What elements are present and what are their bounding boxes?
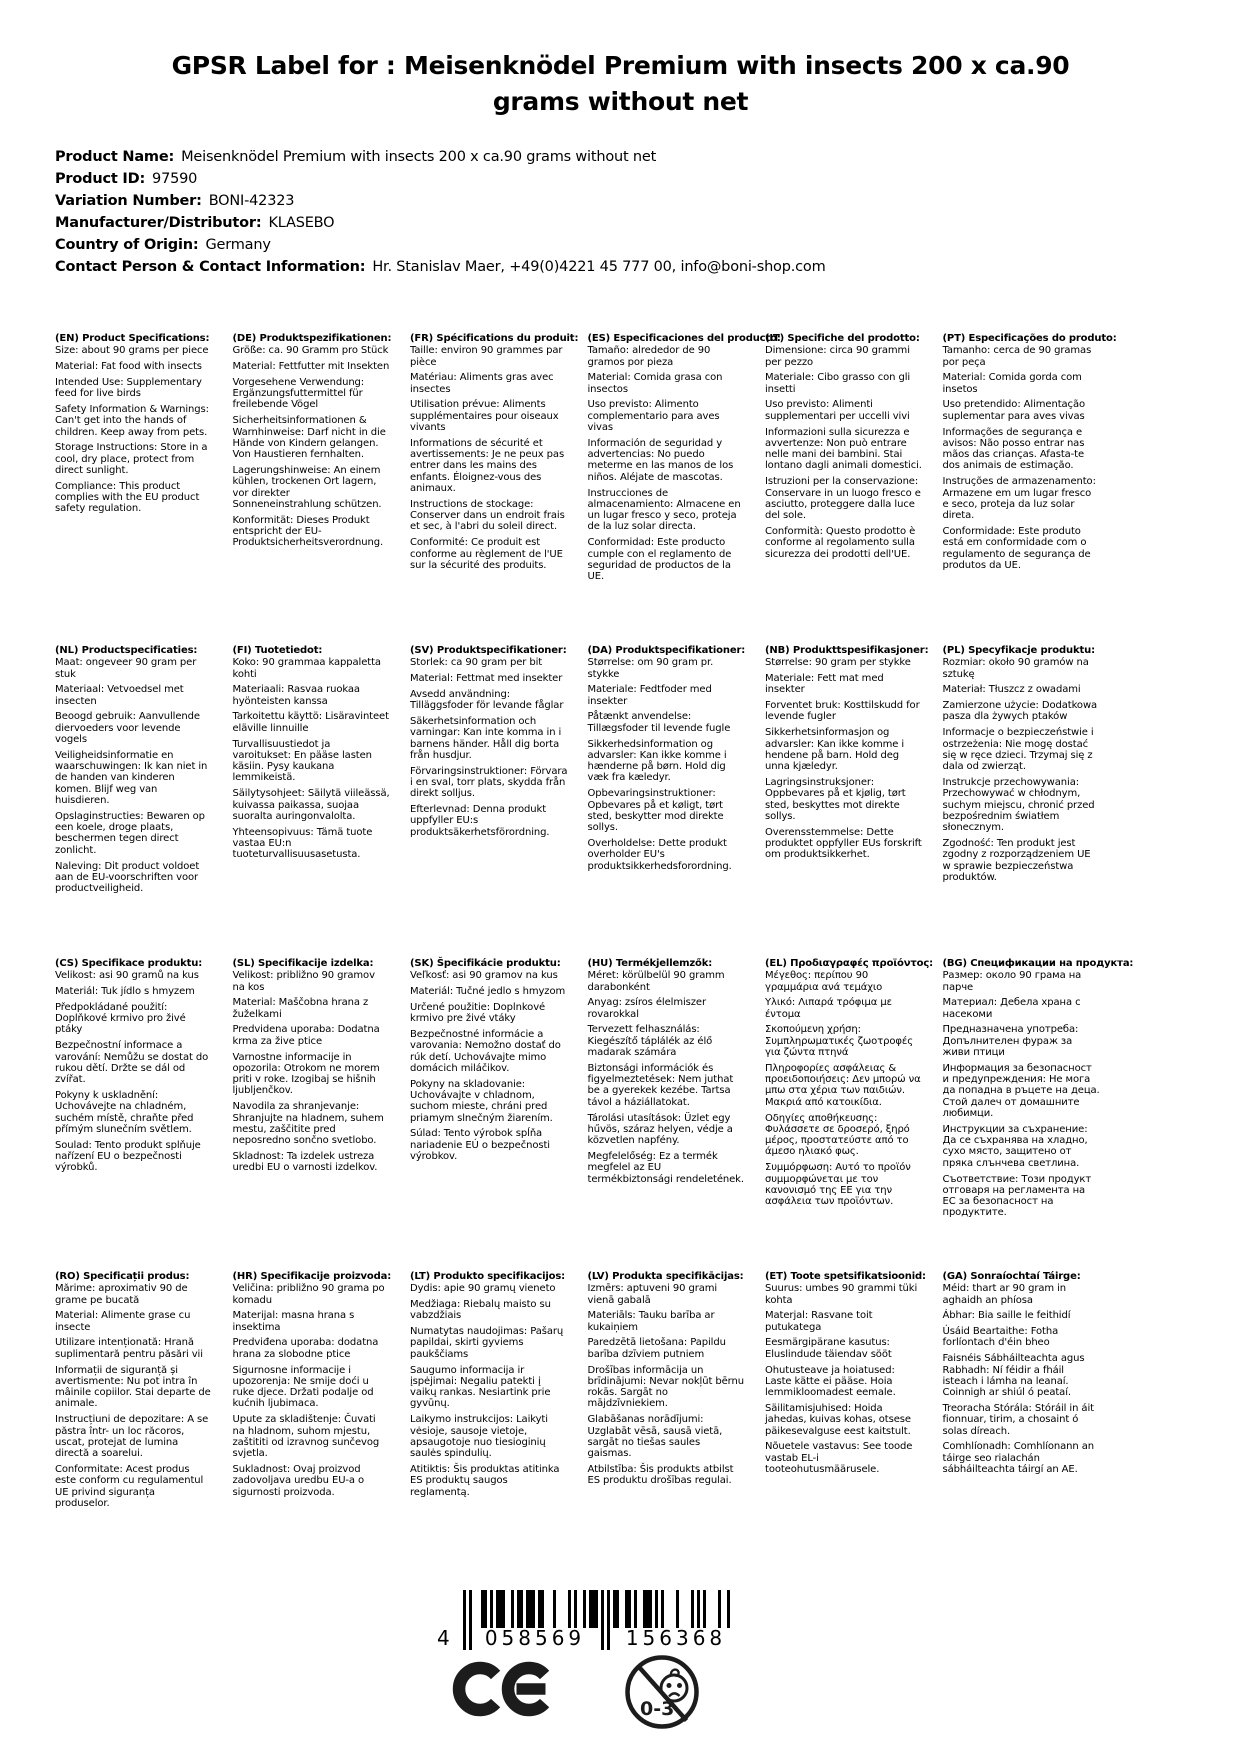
language-block-section: Dimensione: circa 90 grammi per pezzo xyxy=(765,345,910,368)
language-block-section: Informações de segurança e avisos: Não posso entrar nas mãos das crianças. Afasta-te dos animais de estimação. xyxy=(942,426,1085,472)
language-block-section: Zamierzone użycie: Dodatkowa pasza dla żywych ptaków xyxy=(942,700,1098,723)
language-block-section: Sigurnosne informacije i upozorenja: Ne smije doći u ruke djece. Držati podalje od kućnih ljubimaca. xyxy=(232,1364,374,1410)
language-block-section: Förvaringsinstruktioner: Förvara i en sval, torr plats, skydda från direkt solljus. xyxy=(410,765,568,800)
language-block-section: Materiał: Tłuszcz z owadami xyxy=(942,684,1081,696)
language-block-section: Instrukcje przechowywania: Przechowywać w chłodnym, suchym miejscu, chronić przed bezpośrednim światłem słonecznym. xyxy=(942,776,1095,834)
language-block-section: Информация за безопасност и предупреждения: Не мога да попадна в ръцете на деца. Стой далеч от домашните любимци. xyxy=(942,1062,1100,1120)
language-block-title: (PL) Specyfikacje produktu: xyxy=(942,645,1095,656)
language-block-el xyxy=(765,958,943,1212)
ce-mark-icon xyxy=(452,1658,556,1720)
language-block-lv xyxy=(588,1271,766,1491)
language-block-section: Zgodność: Ten produkt jest zgodny z rozporządzeniem UE w sprawie bezpieczeństwa produktów. xyxy=(942,837,1091,883)
language-block-section: Méid: thart ar 90 gram in aghaidh an phíosa xyxy=(942,1283,1066,1306)
page-title-line2: grams without net xyxy=(492,87,749,116)
language-block-section: Instrucciones de almacenamiento: Almacene en un lugar fresco y seco, proteja de la luz solar directa. xyxy=(587,487,741,533)
language-block-section: Material: Fettfutter mit Insekten xyxy=(232,361,390,373)
language-block-it xyxy=(765,333,943,564)
language-block-section: Tervezett felhasználás: Kiegészítő táplálék az élő madarak számára xyxy=(587,1024,713,1059)
language-block-section: Material: Maščobna hrana z žuželkami xyxy=(232,997,369,1020)
language-grid-row-4 xyxy=(55,1271,1215,1514)
meta-label: Contact Person & Contact Information: xyxy=(55,259,366,275)
language-block-section: Velikost: asi 90 gramů na kus xyxy=(55,970,199,982)
language-block-section: Tárolási utasítások: Üzlet egy hűvös, száraz helyen, védje a közvetlen napfény. xyxy=(587,1112,733,1147)
language-block-section: Opbevaringsinstruktioner: Opbevares på et køligt, tørt sted, beskytter mod direkte sollys. xyxy=(587,788,724,834)
language-block-section: Opslaginstructies: Bewaren op een koele, droge plaats, beschermen tegen direct zonlicht. xyxy=(55,810,205,856)
language-block-section: Saugumo informacija ir įspėjimai: Negaliu patekti į vaikų rankas. Nesiartink prie gyvūnų. xyxy=(410,1364,551,1410)
language-block-section: Tarkoitettu käyttö: Lisäravinteet eläville linnuille xyxy=(232,711,389,734)
language-block-section: Drošības informācija un brīdinājumi: Nevar nokļūt bērnu rokās. Sargāt no mājdzīvniekiem. xyxy=(587,1364,744,1410)
language-block-section: Materiaal: Vetvoedsel met insecten xyxy=(55,684,184,707)
language-block-section: Treoracha Stórála: Stóráil in áit fionnuar, tirim, a chosaint ó solas díreach. xyxy=(942,1402,1094,1437)
meta-line-variation-number xyxy=(55,190,826,212)
language-block-section: Säilytysohjeet: Säilytä viileässä, kuivassa paikassa, suojaa suoralta auringonvalolta. xyxy=(232,788,390,822)
language-block-section: Sikkerhedsinformation og advarsler: Kan ikke komme i hænderne på børn. Hold dig væk fra kæledyr. xyxy=(587,738,727,784)
language-block-section: Avsedd användning: Tilläggsfoder för levande fåglar xyxy=(410,688,564,712)
language-block-section: Conformité: Ce produit est conforme au règlement de l'UE sur la sécurité des produits. xyxy=(410,537,563,571)
language-block-section: Material: Comida grasa con insectos xyxy=(587,372,723,395)
language-block-section: Medžiaga: Riebalų maisto su vabzdžiais xyxy=(410,1299,551,1322)
page-title xyxy=(121,48,1121,120)
language-block-section: Úsáid Beartaithe: Fotha forlíontach d'éin bheo xyxy=(942,1326,1059,1349)
language-block-title: (IT) Specifiche del prodotto: xyxy=(765,333,920,344)
language-block-sv xyxy=(410,645,588,842)
language-block-ro xyxy=(55,1271,233,1514)
language-block-section: Nõuetele vastavus: See toode vastab EL-i tooteohutusmäärusele. xyxy=(765,1441,913,1475)
language-block-title: (EN) Product Specifications: xyxy=(55,333,210,344)
language-grid-row-1 xyxy=(55,333,1215,587)
language-block-section: Navodila za shranjevanje: Shranjujte na hladnem, suhem mestu, zaščitite pred neposredno sončno svetlobo. xyxy=(232,1101,384,1147)
language-block-section: Predvidena uporaba: Dodatna krma za žive ptice xyxy=(232,1024,380,1047)
language-block-section: Faisnéis Sábháilteachta agus Rabhadh: Ní féidir a fháil isteach i lámha na leanaí. Coinnigh ar shiúl ó peataí. xyxy=(942,1353,1085,1399)
language-block-title: (ES) Especificaciones del producto: xyxy=(587,333,781,344)
language-block-section: Storlek: ca 90 gram per bit xyxy=(410,657,543,669)
language-block-title: (SV) Produktspecifikationer: xyxy=(410,645,567,656)
language-block-section: Súlad: Tento výrobok spĺňa nariadenie EÚ o bezpečnosti výrobkov. xyxy=(410,1128,550,1162)
language-block-fr xyxy=(410,333,588,576)
language-block-section: Taille: environ 90 grammes par pièce xyxy=(410,345,563,368)
language-block-section: Veľkosť: asi 90 gramov na kus xyxy=(410,970,558,982)
language-block-section: Upute za skladištenje: Čuvati na hladnom, suhom mjestu, zaštititi od izravnog sunčevog svjetla. xyxy=(232,1414,380,1460)
meta-label: Manufacturer/Distributor: xyxy=(55,215,262,231)
language-block-title: (LT) Produkto specifikacijos: xyxy=(410,1271,566,1282)
language-block-section: Veličina: približno 90 grama po komadu xyxy=(232,1283,385,1306)
language-block-section: Pokyny na skladovanie: Uchovávajte v chladnom, suchom mieste, chráni pred priamym slnečným žiarením. xyxy=(410,1078,553,1124)
language-block-section: Påtænkt anvendelse: Tillægsfoder til levende fugle xyxy=(587,711,731,734)
language-block-section: Numatytas naudojimas: Pašarų papildai, skirti gyviems paukščiams xyxy=(410,1326,564,1360)
language-block-section: Maat: ongeveer 90 gram per stuk xyxy=(55,657,197,680)
language-block-section: Naleving: Dit product voldoet aan de EU-voorschriften voor productveiligheid. xyxy=(55,860,200,895)
language-block-hu xyxy=(588,958,766,1189)
language-block-title: (HR) Specifikacije proizvoda: xyxy=(232,1271,392,1282)
ean13-barcode xyxy=(437,1590,748,1652)
language-block-section: Ábhar: Bia saille le feithidí xyxy=(942,1310,1071,1322)
language-block-section: Istruzioni per la conservazione: Conservare in un luogo fresco e asciutto, proteggere dalla luce del sole. xyxy=(765,476,921,522)
language-block-title: (CS) Specifikace produktu: xyxy=(55,958,203,969)
language-block-title: (LV) Produkta specifikācijas: xyxy=(587,1271,744,1282)
language-block-section: Tamaño: alrededor de 90 gramos por pieza xyxy=(587,345,711,368)
language-block-section: Materiaali: Rasvaa ruokaa hyönteisten kanssa xyxy=(232,684,360,707)
language-block-et xyxy=(765,1271,943,1480)
language-block-section: Atbilstība: Šis produkts atbilst ES produktu drošības regulai. xyxy=(587,1463,734,1487)
language-block-section: Určené použitie: Doplnkové krmivo pre živé vtáky xyxy=(410,1001,546,1025)
language-block-section: Rozmiar: około 90 gramów na sztukę xyxy=(942,657,1089,680)
language-block-section: Material: Comida gorda com insetos xyxy=(942,372,1082,395)
language-block-section: Materiale: Fett mat med insekter xyxy=(765,673,884,696)
language-block-section: Matériau: Aliments gras avec insectes xyxy=(410,372,554,395)
language-block-section: Instruções de armazenamento: Armazene em um lugar fresco e seco, proteja da luz solar direta. xyxy=(942,476,1096,522)
language-block-section: Lagerungshinweise: An einem kühlen, trockenen Ort lagern, vor direkter Sonneneinstrahlung schützen. xyxy=(232,464,382,510)
language-block-section: Comhlíonadh: Comhlíonann an táirge seo rialachán sábháilteachta táirgí an AE. xyxy=(942,1441,1094,1475)
language-block-nb xyxy=(765,645,943,865)
language-block-section: Ohutusteave ja hoiatused: Laste kätte ei pääse. Hoia lemmikloomadest eemale. xyxy=(765,1364,896,1399)
language-block-section: Materiāls: Tauku barība ar kukaiņiem xyxy=(587,1310,715,1333)
language-block-section: Οδηγίες αποθήκευσης: Φυλάσσετε σε δροσερό, ξηρό μέρος, προστατεύστε από το άμεσο ηλιακό φως. xyxy=(765,1112,910,1158)
language-block-section: Informations de sécurité et avertissements: Je ne peux pas entrer dans les mains des enfants. Éloignez-vous des animaux. xyxy=(410,437,565,495)
meta-value: KLASEBO xyxy=(268,215,335,231)
product-meta xyxy=(55,146,826,278)
language-block-section: Materiale: Fedtfoder med insekter xyxy=(587,684,712,707)
language-block-title: (FR) Spécifications du produit: xyxy=(410,333,579,344)
language-block-section: Dydis: apie 90 gramų vieneto xyxy=(410,1283,556,1295)
language-block-ga xyxy=(943,1271,1121,1480)
language-block-section: Předpokládané použití: Doplňkové krmivo pro živé ptáky xyxy=(55,1001,186,1036)
language-block-section: Overholdelse: Dette produkt overholder EU's produktsikkerhedsforordning. xyxy=(587,837,732,872)
language-block-section: Uso previsto: Alimento complementario para aves vivas xyxy=(587,399,720,434)
language-block-section: Материал: Дебела храна с насекоми xyxy=(942,997,1081,1020)
language-block-section: Koko: 90 grammaa kappaletta kohti xyxy=(232,657,381,680)
language-block-title: (FI) Tuotetiedot: xyxy=(232,645,323,656)
language-block-section: Uso previsto: Alimenti supplementari per uccelli vivi xyxy=(765,399,910,422)
language-block-section: Veiligheidsinformatie en waarschuwingen: Ik kan niet in de handen van kinderen komen. Blijf weg van huisdieren. xyxy=(55,749,208,807)
language-block-pl xyxy=(943,645,1121,888)
language-block-section: Efterlevnad: Denna produkt uppfyller EU:s produktsäkerhetsförordning. xyxy=(410,804,550,838)
meta-line-product-name xyxy=(55,146,826,168)
language-block-section: Utilisation prévue: Aliments supplémentaires pour oiseaux vivants xyxy=(410,399,559,434)
meta-line-contact xyxy=(55,256,826,278)
language-block-title: (DE) Produktspezifikationen: xyxy=(232,333,392,344)
language-block-en xyxy=(55,333,233,519)
meta-label: Product Name: xyxy=(55,149,175,165)
language-block-hr xyxy=(233,1271,411,1502)
language-block-section: Material: Alimente grase cu insecte xyxy=(55,1310,191,1333)
language-block-section: Materiál: Tučné jedlo s hmyzom xyxy=(410,986,566,998)
language-block-da xyxy=(588,645,766,876)
language-block-title: (DA) Produktspecifikationer: xyxy=(587,645,746,656)
language-block-section: Sukladnost: Ovaj proizvod zadovoljava uredbu EU-a o sigurnosti proizvoda. xyxy=(232,1463,365,1498)
language-block-section: Size: about 90 grams per piece xyxy=(55,345,209,357)
language-block-title: (EL) Προδιαγραφές προϊόντος: xyxy=(765,958,933,969)
barcode-digits-left: 058569 xyxy=(484,1626,586,1650)
language-block-pt xyxy=(943,333,1121,576)
language-block-section: Conformidade: Este produto está em conformidade com o regulamento de segurança de produtos da UE. xyxy=(942,525,1091,571)
language-block-section: Säkerhetsinformation och varningar: Kan inte komma in i barnens händer. Håll dig borta från husdjur. xyxy=(410,715,562,761)
language-block-section: Sicherheitsinformationen & Warnhinweise: Darf nicht in die Hände von Kindern gelangen. Von Haustieren fernhalten. xyxy=(232,415,386,461)
language-block-section: Atitiktis: Šis produktas atitinka ES produktų saugos reglamentą. xyxy=(410,1463,560,1498)
language-block-section: Σκοπούμενη χρήση: Συμπληρωματικές ζωοτροφές για ζώντα πτηνά xyxy=(765,1024,913,1059)
language-block-section: Lagringsinstruksjoner: Oppbevares på et kjølig, tørt sted, beskyttes mot direkte sollys. xyxy=(765,776,906,822)
meta-line-country-of-origin xyxy=(55,234,826,256)
language-block-section: Informacje o bezpieczeństwie i ostrzeżenia: Nie mogę dostać się w ręce dzieci. Trzymaj się z dala od zwierząt. xyxy=(942,727,1094,773)
language-block-section: Vorgesehene Verwendung: Ergänzungsfuttermittel für freilebende Vögel xyxy=(232,376,365,411)
language-block-section: Materijal: masna hrana s insektima xyxy=(232,1310,355,1333)
language-block-title: (ET) Toote spetsifikatsioonid: xyxy=(765,1271,926,1282)
barcode-digit-lead: 4 xyxy=(437,1626,450,1650)
language-block-de xyxy=(233,333,411,553)
meta-line-product-id xyxy=(55,168,826,190)
language-block-section: Größe: ca. 90 Gramm pro Stück xyxy=(232,345,389,357)
language-block-section: Размер: около 90 грама на парче xyxy=(942,970,1082,993)
language-block-section: Yhteensopivuus: Tämä tuote vastaa EU:n tuoteturvallisuusasetusta. xyxy=(232,826,373,861)
language-block-section: Intended Use: Supplementary feed for live birds xyxy=(55,376,202,400)
language-block-section: Materjal: Rasvane toit putukatega xyxy=(765,1310,873,1333)
language-block-sl xyxy=(233,958,411,1178)
language-block-section: Инструкции за съхранение: Да се съхранява на хладно, сухо място, защитено от пряка слънчева светлина. xyxy=(942,1123,1088,1169)
language-block-section: Forventet bruk: Kosttilskudd for levende fugler xyxy=(765,700,920,723)
language-block-section: Turvallisuustiedot ja varoitukset: En pääse lasten käsiin. Pysy kaukana lemmikeistä. xyxy=(232,738,372,784)
language-block-title: (HU) Termékjellemzők: xyxy=(587,958,713,969)
age-warning-label: 0-3 xyxy=(640,1698,675,1720)
language-block-section: Anyag: zsíros élelmiszer rovarokkal xyxy=(587,997,706,1020)
meta-line-manufacturer xyxy=(55,212,826,234)
language-block-section: Glabāšanas norādījumi: Uzglabāt vēsā, sausā vietā, sargāt no tiešas saules gaismas. xyxy=(587,1414,723,1460)
language-block-section: Material: Fettmat med insekter xyxy=(410,673,563,685)
language-block-title: (RO) Specificații produs: xyxy=(55,1271,190,1282)
language-block-section: Conformità: Questo prodotto è conforme al regolamento sulla sicurezza dei prodotti dell'UE. xyxy=(765,525,916,560)
language-block-title: (GA) Sonraíochtaí Táirge: xyxy=(942,1271,1081,1282)
language-block-section: Πληροφορίες ασφάλειας & προειδοποιήσεις: Δεν μπορώ να μπω στα χέρια των παιδιών. Μακριά από κατοικίδια. xyxy=(765,1062,921,1108)
barcode-digits-right: 156368 xyxy=(625,1626,727,1650)
language-block-section: Izmērs: aptuveni 90 grami vienā gabalā xyxy=(587,1283,718,1306)
language-block-section: Bezpečnostní informace a varování: Nemůžu se dostat do rukou dětí. Držte se dál od zvířat. xyxy=(55,1040,209,1086)
language-block-section: Overensstemmelse: Dette produktet oppfyller EUs forskrift om produktsikkerhet. xyxy=(765,826,922,861)
meta-label: Country of Origin: xyxy=(55,237,199,253)
language-block-section: Laikymo instrukcijos: Laikyti vėsioje, sausoje vietoje, apsaugotoje nuo tiesioginių saulės spindulių. xyxy=(410,1414,548,1460)
meta-value: BONI-42323 xyxy=(208,193,295,209)
language-block-section: Sikkerhetsinformasjon og advarsler: Kan ikke komme i hendene på barn. Hold deg unna kjæledyr. xyxy=(765,727,905,773)
language-block-cs xyxy=(55,958,233,1178)
language-block-section: Conformidad: Este producto cumple con el reglamento de seguridad de productos de la UE. xyxy=(587,537,732,583)
language-grid-row-3 xyxy=(55,958,1215,1223)
language-block-section: Tamanho: cerca de 90 gramas por peça xyxy=(942,345,1092,368)
language-block-title: (SL) Specifikacije izdelka: xyxy=(232,958,374,969)
language-block-section: Storage Instructions: Store in a cool, dry place, protect from direct sunlight. xyxy=(55,442,208,476)
language-block-section: Paredzētā lietošana: Papildu barība dzīviem putniem xyxy=(587,1337,726,1360)
language-block-title: (NL) Productspecificaties: xyxy=(55,645,198,656)
language-block-section: Soulad: Tento produkt splňuje nařízení EU o bezpečnosti výrobků. xyxy=(55,1139,201,1174)
language-block-section: Suurus: umbes 90 grammi tüki kohta xyxy=(765,1283,918,1306)
language-block-nl xyxy=(55,645,233,899)
language-block-title: (SK) Špecifikácie produktu: xyxy=(410,958,561,969)
language-block-section: Informații de siguranță și avertismente: Nu pot intra în mâinile copiilor. Stai departe de animale. xyxy=(55,1364,211,1410)
language-block-es xyxy=(587,333,781,587)
language-block-fi xyxy=(233,645,411,865)
meta-label: Variation Number: xyxy=(55,193,202,209)
language-block-section: Materiale: Cibo grasso con gli insetti xyxy=(765,372,911,395)
language-block-section: Υλικό: Λιπαρά τρόφιμα με έντομα xyxy=(765,997,892,1020)
language-block-section: Instructions de stockage: Conserver dans un endroit frais et sec, à l'abri du soleil direct. xyxy=(410,498,565,533)
age-warning-0-3-icon xyxy=(620,1650,704,1734)
language-grid-row-2 xyxy=(55,645,1215,899)
language-block-section: Säilitamisjuhised: Hoida jahedas, kuivas kohas, otsese päikesevalguse eest kaitstult. xyxy=(765,1402,911,1437)
language-block-section: Varnostne informacije in opozorila: Otrokom ne morem priti v roke. Izogibaj se hišnih ljubljenčkov. xyxy=(232,1051,380,1097)
language-block-section: Størrelse: 90 gram per stykke xyxy=(765,657,911,669)
language-block-section: Μέγεθος: περίπου 90 γραμμάρια ανά τεμάχιο xyxy=(765,970,883,993)
language-block-section: Eesmärgipärane kasutus: Eluslindude täiendav sööt xyxy=(765,1337,892,1360)
language-block-section: Biztonsági információk és figyelmeztetések: Nem juthat be a gyerekek kezébe. Tartsa távol a háziállatokat. xyxy=(587,1062,734,1108)
language-block-section: Съответствие: Този продукт отговаря на регламента на ЕС за безопасност на продуктите. xyxy=(942,1173,1092,1219)
language-block-section: Información de seguridad y advertencias: No puedo meterme en las manos de los niños. Aléjate de mascotas. xyxy=(587,437,734,483)
language-block-section: Instrucțiuni de depozitare: A se păstra într- un loc răcoros, uscat, protejat de lumina directă a soarelui. xyxy=(55,1414,209,1460)
language-block-section: Predviđena uporaba: dodatna hrana za slobodne ptice xyxy=(232,1337,379,1360)
language-block-section: Velikost: približno 90 gramov na kos xyxy=(232,970,375,993)
language-block-sk xyxy=(410,958,588,1167)
meta-value: Hr. Stanislav Maer, +49(0)4221 45 777 00, info@boni-shop.com xyxy=(372,259,826,275)
language-block-title: (BG) Спецификации на продукта: xyxy=(942,958,1134,969)
language-block-section: Compliance: This product complies with the EU product safety regulation. xyxy=(55,480,200,515)
language-block-section: Materiál: Tuk jídlo s hmyzem xyxy=(55,986,195,998)
language-block-section: Megfelelőség: Ez a termék megfelel az EU termékbiztonsági rendeletének. xyxy=(587,1150,744,1185)
language-block-section: Предназначена употреба: Допълнителен фураж за живи птици xyxy=(942,1024,1079,1059)
language-block-section: Pokyny k uskladnění: Uchovávejte na chladném, suchém místě, chraňte před přímým slunečním světlem. xyxy=(55,1089,194,1135)
language-block-title: (PT) Especificações do produto: xyxy=(942,333,1117,344)
language-block-title: (NB) Produkttspesifikasjoner: xyxy=(765,645,929,656)
meta-value: Germany xyxy=(205,237,271,253)
meta-label: Product ID: xyxy=(55,171,146,187)
language-block-section: Beoogd gebruik: Aanvullende diervoeders voor levende vogels xyxy=(55,711,200,746)
meta-value: 97590 xyxy=(152,171,198,187)
language-block-section: Méret: körülbelül 90 gramm darabonként xyxy=(587,970,725,993)
page-title-line1: GPSR Label for : Meisenknödel Premium with insects 200 x ca.90 xyxy=(171,51,1070,80)
language-block-section: Informazioni sulla sicurezza e avvertenze: Non può entrare nelle mani dei bambini. Stai lontano dagli animali domestici. xyxy=(765,426,922,472)
language-block-section: Conformitate: Acest produs este conform cu regulamentul UE privind siguranța produselor. xyxy=(55,1463,204,1509)
language-block-section: Mărime: aproximativ 90 de grame pe bucată xyxy=(55,1283,188,1306)
language-block-section: Material: Fat food with insects xyxy=(55,361,202,373)
language-block-bg xyxy=(942,958,1134,1223)
language-block-section: Utilizare intenționată: Hrană suplimentară pentru păsări vii xyxy=(55,1337,203,1360)
language-block-section: Bezpečnostné informácie a varovania: Nemožno dostať do rúk detí. Uchovávajte mimo domácich miláčikov. xyxy=(410,1028,561,1074)
language-block-section: Συμμόρφωση: Αυτό το προϊόν συμμορφώνεται με τον κανονισμό της ΕΕ για την ασφάλεια των προϊόντων. xyxy=(765,1162,911,1208)
language-block-section: Skladnost: Ta izdelek ustreza uredbi EU o varnosti izdelkov. xyxy=(232,1150,378,1174)
language-block-section: Safety Information & Warnings: Can't get into the hands of children. Keep away from pets. xyxy=(55,403,209,438)
language-block-lt xyxy=(410,1271,588,1502)
language-block-section: Uso pretendido: Alimentação suplementar para aves vivas xyxy=(942,399,1085,422)
language-block-section: Konformität: Dieses Produkt entspricht der EU-Produktsicherheitsverordnung. xyxy=(232,514,384,549)
meta-value: Meisenknödel Premium with insects 200 x ca.90 grams without net xyxy=(181,149,657,165)
language-block-section: Størrelse: om 90 gram pr. stykke xyxy=(587,657,714,680)
